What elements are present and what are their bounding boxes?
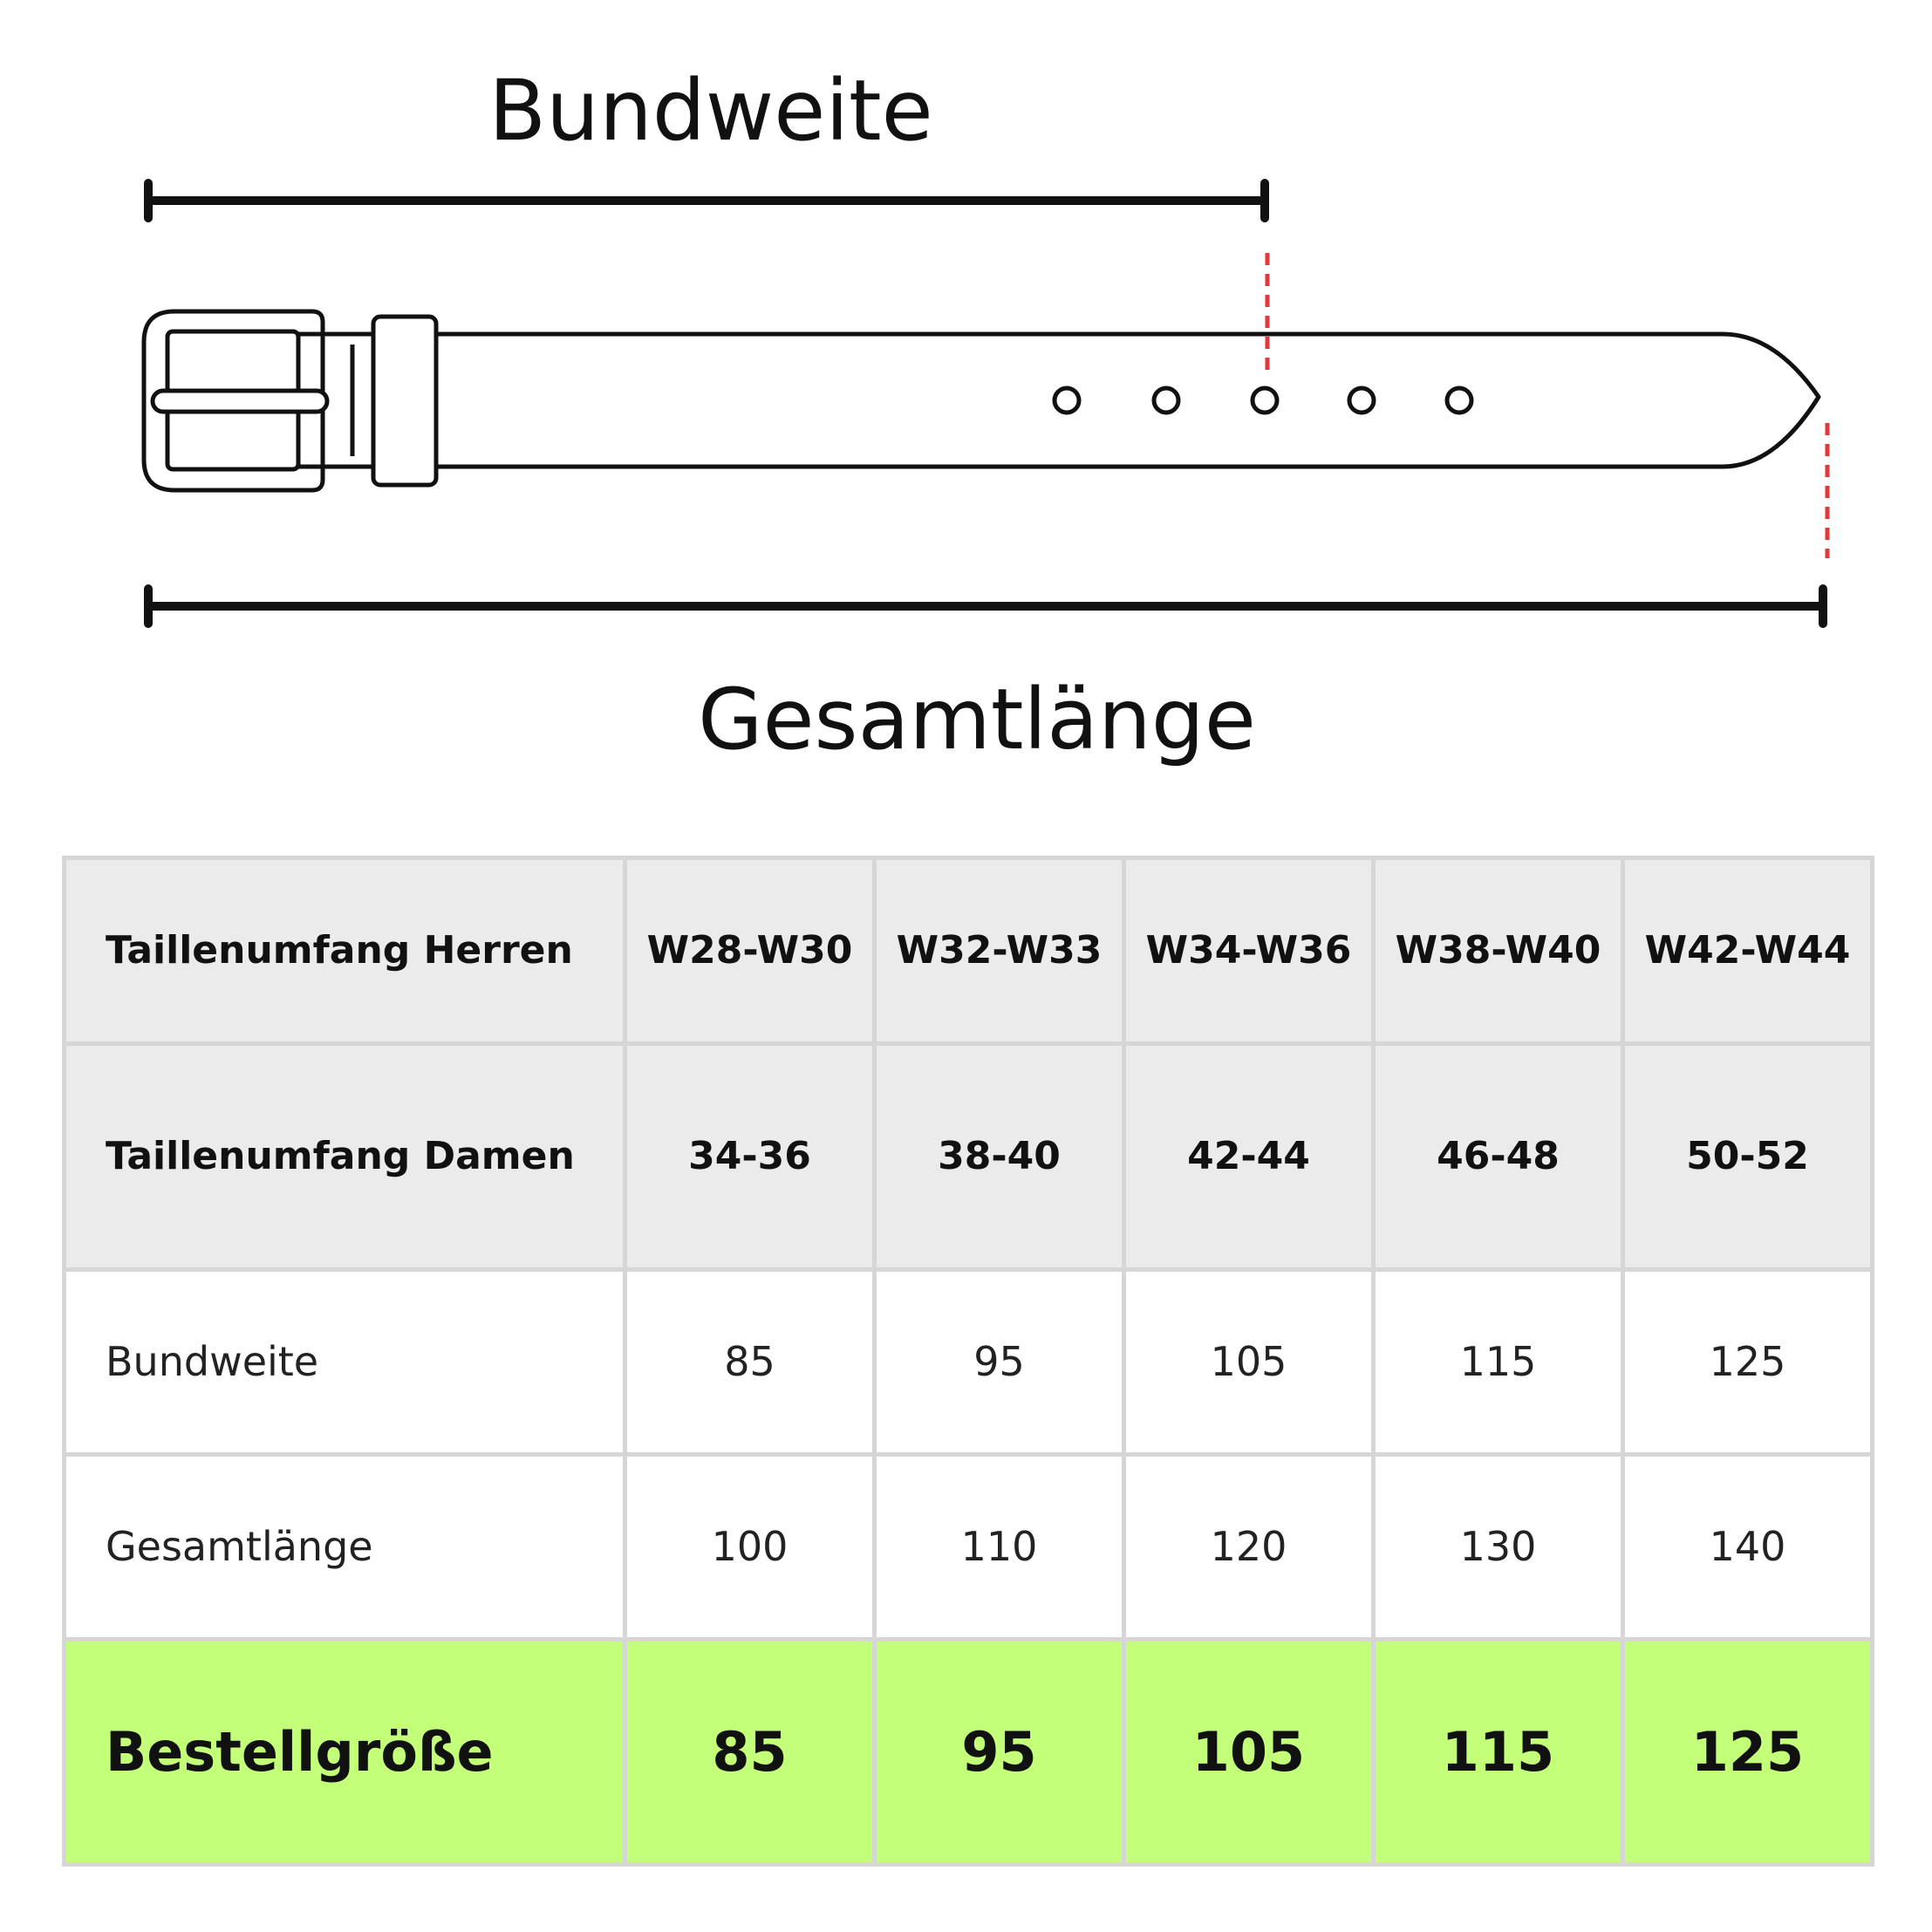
table-cell: W32-W33 xyxy=(875,858,1124,1044)
total-measure-bar xyxy=(148,589,1823,624)
table-cell: W34-W36 xyxy=(1124,858,1374,1044)
table-cell: 120 xyxy=(1124,1454,1374,1639)
table-cell: 115 xyxy=(1374,1639,1623,1864)
belt-strap xyxy=(436,334,1819,467)
belt-illustration xyxy=(144,311,1819,490)
table-row-order-size xyxy=(65,1639,1873,1864)
row-label: Taillenumfang Damen xyxy=(65,1043,625,1269)
size-table xyxy=(62,856,1874,1867)
table-cell: 130 xyxy=(1374,1454,1623,1639)
row-label: Taillenumfang Herren xyxy=(65,858,625,1044)
table-row-women-waist xyxy=(65,1043,1873,1269)
row-label: Bestellgröße xyxy=(65,1639,625,1864)
belt-hole xyxy=(1253,388,1277,413)
table-row-total-length xyxy=(65,1454,1873,1639)
table-cell: 85 xyxy=(625,1270,875,1455)
table-cell: 110 xyxy=(875,1454,1124,1639)
table-cell: 46-48 xyxy=(1374,1043,1623,1269)
waist-measure-bar xyxy=(148,183,1265,218)
table-cell: W38-W40 xyxy=(1374,858,1623,1044)
belt-hole xyxy=(1349,388,1374,413)
table-cell: W42-W44 xyxy=(1623,858,1873,1044)
table-cell: 95 xyxy=(875,1270,1124,1455)
belt-hole xyxy=(1447,388,1471,413)
table-cell: 115 xyxy=(1374,1270,1623,1455)
belt-holes xyxy=(1055,388,1471,413)
table-row-waist-width xyxy=(65,1270,1873,1455)
belt-keeper xyxy=(373,317,436,485)
table-cell: 105 xyxy=(1124,1639,1374,1864)
row-label: Bundweite xyxy=(65,1270,625,1455)
table-row-men-waist xyxy=(65,858,1873,1044)
table-cell: 125 xyxy=(1623,1270,1873,1455)
table-cell: 34-36 xyxy=(625,1043,875,1269)
waist-width-label: Bundweite xyxy=(488,62,933,160)
table-cell: W28-W30 xyxy=(625,858,875,1044)
table-cell: 105 xyxy=(1124,1270,1374,1455)
belt-hole xyxy=(1055,388,1079,413)
row-label: Gesamtlänge xyxy=(65,1454,625,1639)
table-cell: 42-44 xyxy=(1124,1043,1374,1269)
table-cell: 95 xyxy=(875,1639,1124,1864)
table-cell: 125 xyxy=(1623,1639,1873,1864)
table-cell: 85 xyxy=(625,1639,875,1864)
table-cell: 38-40 xyxy=(875,1043,1124,1269)
table-cell: 100 xyxy=(625,1454,875,1639)
total-length-label: Gesamtlänge xyxy=(698,671,1256,768)
table-cell: 140 xyxy=(1623,1454,1873,1639)
belt-hole xyxy=(1154,388,1178,413)
table-cell: 50-52 xyxy=(1623,1043,1873,1269)
